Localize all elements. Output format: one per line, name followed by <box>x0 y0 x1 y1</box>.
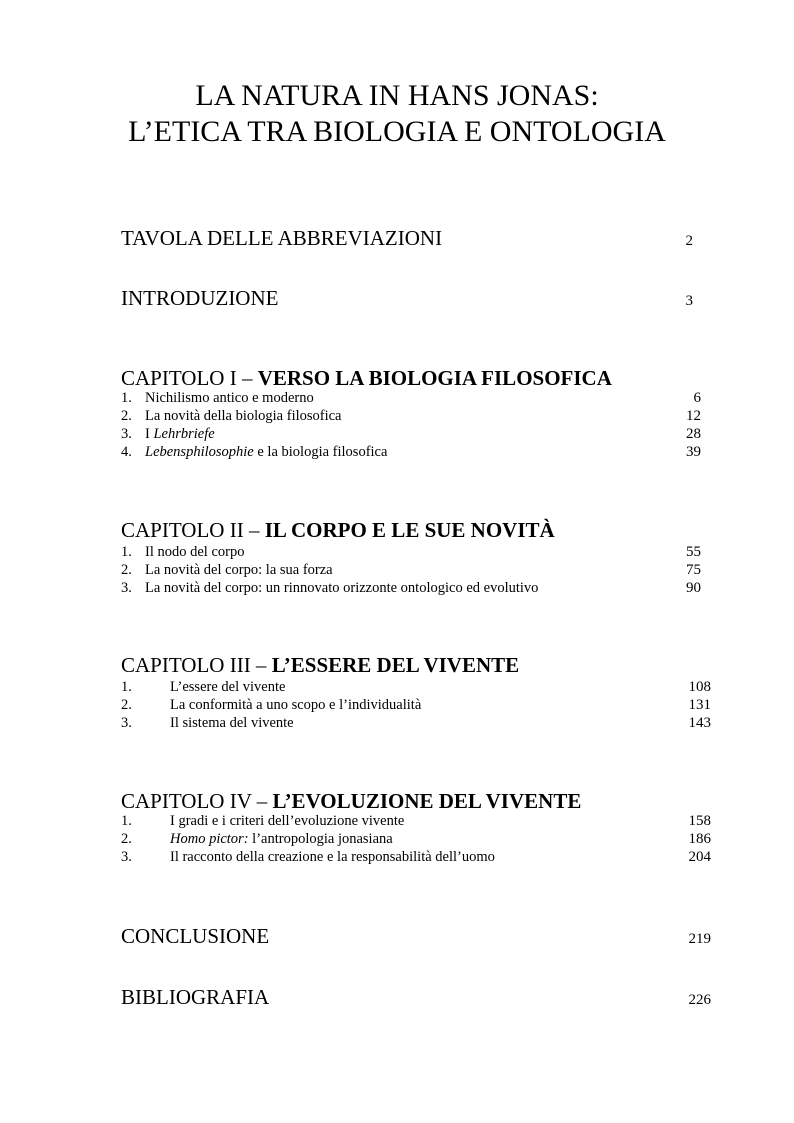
title-line-2: L’ETICA TRA BIOLOGIA E ONTOLOGIA <box>128 115 666 148</box>
chapter-heading-2 <box>121 518 711 542</box>
subentry-page: 143 <box>688 715 711 731</box>
subentry-text-post: e la biologia filosofica <box>253 444 388 460</box>
subentry-page: 131 <box>688 697 711 713</box>
chapter-title: L’ESSERE DEL VIVENTE <box>271 653 520 677</box>
subentry-text: La novità del corpo: la sua forza <box>145 562 333 578</box>
subentry-text-italic: Lebensphilosophie <box>145 444 254 460</box>
subentry-text: Il nodo del corpo <box>145 544 245 560</box>
subentry-page: 6 <box>693 390 701 406</box>
toc-entry-page: 219 <box>688 931 711 947</box>
subentry-number: 3. <box>121 849 132 865</box>
chapter-heading-1 <box>121 366 711 390</box>
subentry-text: I gradi e i criteri dell’evoluzione vivente <box>170 813 405 829</box>
subentry-text: Il racconto della creazione e la responsabilità dell’uomo <box>170 849 495 865</box>
subentry-number: 1. <box>121 813 132 829</box>
subentry-number: 1. <box>121 390 132 406</box>
subentry-number: 1. <box>121 544 132 560</box>
subentry-page: 12 <box>686 408 701 424</box>
chapter-title: IL CORPO E LE SUE NOVITÀ <box>264 518 555 542</box>
chapter-title: L’EVOLUZIONE DEL VIVENTE <box>272 789 582 813</box>
subentry-text: La novità del corpo: un rinnovato orizzonte ontologico ed evolutivo <box>145 580 539 596</box>
subentry-number: 3. <box>121 715 132 731</box>
chapter-prefix: CAPITOLO I – <box>121 366 258 390</box>
toc-entry-label: BIBLIOGRAFIA <box>121 985 270 1009</box>
subentry-text: Nichilismo antico e moderno <box>145 390 314 406</box>
toc-entry-bibliografia <box>121 985 711 1009</box>
chapter-title: VERSO LA BIOLOGIA FILOSOFICA <box>257 366 612 390</box>
subentry-text <box>145 443 387 461</box>
subentry-text: Il sistema del vivente <box>170 715 294 731</box>
document-title <box>0 78 794 150</box>
subentry-text: La novità della biologia filosofica <box>145 408 342 424</box>
toc-entry-conclusione <box>121 924 711 948</box>
subentry-number: 2. <box>121 408 132 424</box>
subentry-page: 55 <box>686 544 701 560</box>
subentry-number: 3. <box>121 426 132 442</box>
subentry-number: 2. <box>121 831 132 847</box>
toc-entry-page: 2 <box>685 233 693 249</box>
subentry-text-italic: Lehrbriefe <box>153 426 215 442</box>
toc-entry-abbreviazioni <box>121 226 711 250</box>
subentry-number: 2. <box>121 697 132 713</box>
subentry-page: 108 <box>688 679 711 695</box>
subentry-text: L’essere del vivente <box>170 679 286 695</box>
subentry-page: 28 <box>686 426 701 442</box>
chapter-prefix: CAPITOLO IV – <box>121 789 273 813</box>
toc-entry-page: 3 <box>685 293 693 309</box>
toc-entry-page: 226 <box>688 992 711 1008</box>
chapter-heading-4 <box>121 789 711 813</box>
subentry-text-italic: Homo pictor: <box>170 831 249 847</box>
chapter-prefix: CAPITOLO II – <box>121 518 265 542</box>
subentry-text: La conformità a uno scopo e l’individualità <box>170 697 422 713</box>
subentry-page: 90 <box>686 580 701 596</box>
subentry-number: 1. <box>121 679 132 695</box>
subentry-number: 2. <box>121 562 132 578</box>
toc-entry-label: TAVOLA DELLE ABBREVIAZIONI <box>121 226 443 250</box>
subentry-page: 204 <box>688 849 711 865</box>
toc-entry-label: INTRODUZIONE <box>121 286 279 310</box>
chapter-heading-3 <box>121 653 711 677</box>
subentry-number: 4. <box>121 444 132 460</box>
subentry-page: 39 <box>686 444 701 460</box>
subentry-text-post: l’antropologia jonasiana <box>248 831 393 847</box>
toc-entry-introduzione <box>121 286 711 310</box>
subentry-number: 3. <box>121 580 132 596</box>
title-line-1: LA NATURA IN HANS JONAS: <box>195 79 599 112</box>
subentry-page: 75 <box>686 562 701 578</box>
subentry-page: 158 <box>688 813 711 829</box>
chapter-prefix: CAPITOLO III – <box>121 653 272 677</box>
subentry-text <box>170 830 393 848</box>
toc-entry-label: CONCLUSIONE <box>121 924 270 948</box>
subentry-page: 186 <box>688 831 711 847</box>
subentry-text-pre: I <box>145 426 154 442</box>
subentry-text <box>145 425 215 443</box>
